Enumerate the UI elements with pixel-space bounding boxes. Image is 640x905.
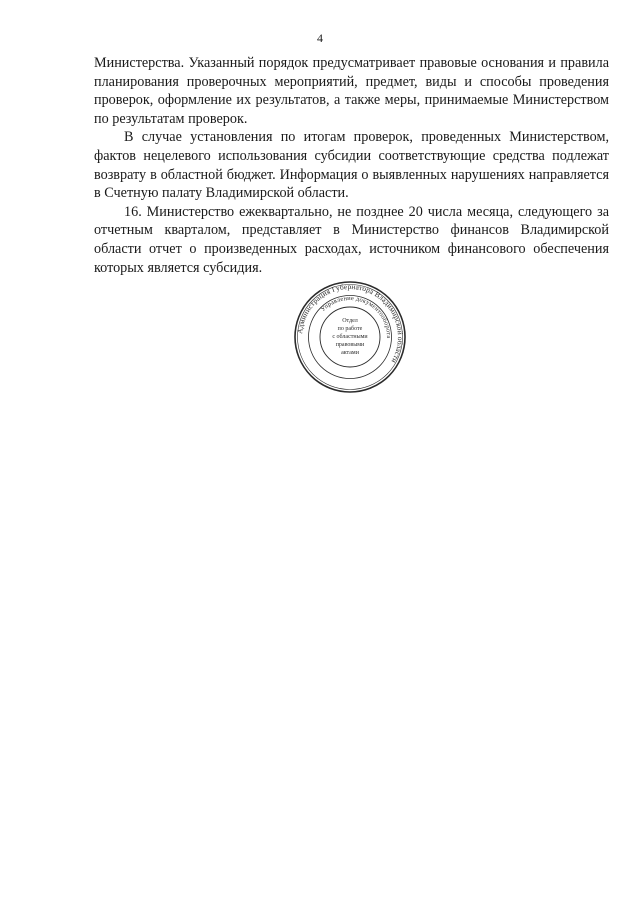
paragraph-clause-16: 16. Министерство ежеквартально, не позднее 20 числа месяца, следующего за отчетным кварталом, представляет в Министерство финансов Владимирской области отчет о произведенных расходах, источником финансового обеспечения которых является субсидия. [94,203,609,276]
seal-icon [293,280,407,394]
seal-center-line: Отдел [342,318,358,324]
seal-inner-text: Управление документооборота [319,294,393,339]
paragraph-continuation: Министерства. Указанный порядок предусматривает правовые основания и правила планирования проверочных мероприятий, предмет, виды и способы проведения проверок, оформление их результатов, а также меры, принимаемые Министерством по результатам проверок. [94,55,609,127]
seal-outer-text: Администрация Губернатора Владимирской области [295,281,406,365]
page-number: 4 [317,31,323,45]
seal-center-line: по работе [337,326,363,332]
paragraph-misuse-return: В случае установления по итогам проверок, проведенных Министерством, фактов нецелевого использования субсидии соответствующие средства подлежат возврату в областной бюджет. Информация о выявленных нарушениях направляется в Счетную палату Владимирской области. [94,129,609,202]
seal-center-line: правовыми [335,342,365,348]
seal-center-line: с областными [332,334,368,340]
official-seal-stamp [293,280,407,394]
document-body [94,54,609,277]
seal-center-line: актами [341,350,359,356]
